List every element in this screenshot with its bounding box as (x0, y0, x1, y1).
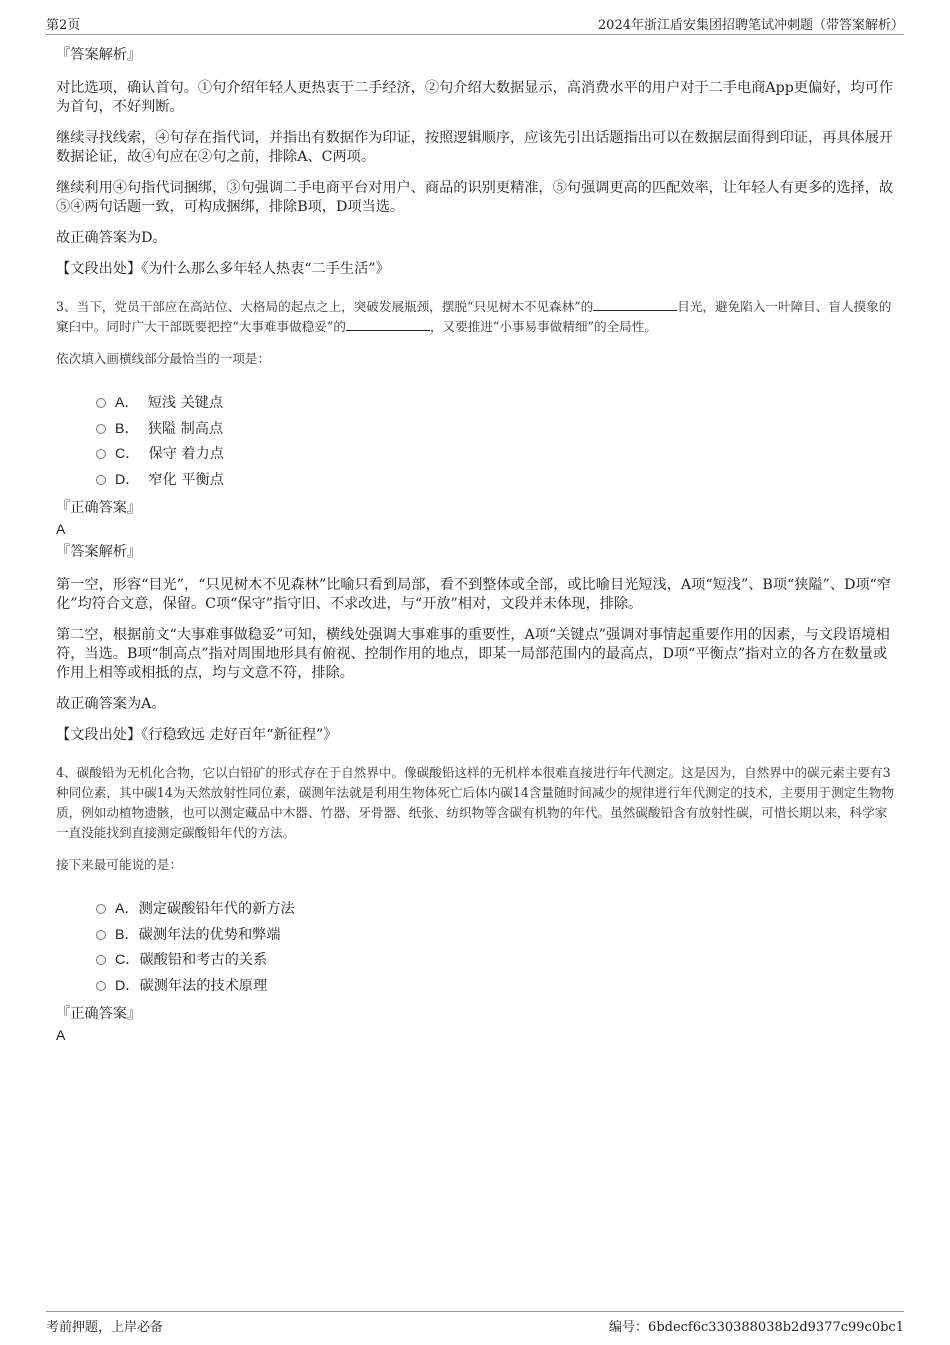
radio-icon[interactable] (96, 449, 106, 459)
q4-answer-tag: 『正确答案』 (56, 1006, 142, 1022)
q2-source: 【文段出处】《为什么那么多年轻人热衷“二手生活”》 (56, 261, 390, 277)
q4-stem: 4、碳酸铅为无机化合物，它以白铅矿的形式存在于自然界中。像碳酸铅这样的无机样本很难直接进行年代测定。这是因为，自然界中的碳元素主要有3种同位素，其中碳14为天然放射性同位素，碳测年法就是利用生物体死亡后体内碳14含量随时间减少的规律进行年代测定的技术，主要用于测定生物物质，例如动植物遗骸，也可以测定藏品中木器、竹器、牙骨器、纸张、纺织物等含碳有机物的年代。虽然碳酸铅含有放射性碳，可惜长期以来，科学家一直没能找到直接测定碳酸铅年代的方法。 (56, 765, 895, 840)
radio-icon[interactable] (96, 475, 106, 485)
q4-answer: A (56, 1027, 66, 1043)
document-body (56, 46, 896, 1049)
q4-option-c[interactable]: C．碳酸铅和考古的关系 (96, 948, 896, 974)
page-footer (46, 1311, 904, 1336)
q3-option-c[interactable]: C． 保守 着力点 (96, 442, 896, 468)
radio-icon[interactable] (96, 424, 106, 434)
document-title: 2024年浙江盾安集团招聘笔试冲刺题（带答案解析） (597, 18, 904, 33)
q3-stem-part-a: 3、当下，党员干部应在高站位、大格局的起点之上，突破发展瓶颈，摆脱“只见树木不见森林”的 (56, 299, 594, 314)
q4-prompt: 接下来最可能说的是： (56, 857, 182, 872)
q3-analysis-p2: 第二空，根据前文“大事难事做稳妥”可知，横线处强调大事难事的重要性，A项“关键点”强调对事情起重要作用的因素，与文段语境相符，当选。B项“制高点”指对周围地形具有俯视、控制作用的地点，即某一局部范围内的最高点，D项“平衡点”指对立的各方在数量或作用上相等或相抵的点，均与文意不符，排除。 (56, 627, 890, 681)
q3-analysis-p1: 第一空，形容“目光”，“只见树木不见森林”比喻只看到局部，看不到整体或全部，或比喻目光短浅，A项“短浅”、B项“狭隘”、D项“窄化”均符合文意，保留。C项“保守”指守旧、不求改进，与“开放”相对，文段并未体现，排除。 (56, 577, 892, 612)
footer-slogan: 考前押题，上岸必备 (46, 1320, 164, 1335)
q3-blank-2 (346, 318, 430, 331)
radio-icon[interactable] (96, 955, 106, 965)
radio-icon[interactable] (96, 981, 106, 991)
q3-conclusion: 故正确答案为A。 (56, 696, 166, 712)
q3-blank-1 (593, 298, 677, 311)
q3-stem-part-c: ，又要推进“小事易事做精细”的全局性。 (429, 319, 657, 334)
radio-icon[interactable] (96, 930, 106, 940)
page-header (46, 14, 904, 35)
q3-options (56, 391, 896, 493)
q2-conclusion: 故正确答案为D。 (56, 230, 167, 246)
q3-option-d[interactable]: D． 窄化 平衡点 (96, 468, 896, 494)
radio-icon[interactable] (96, 398, 106, 408)
q4-option-b[interactable]: B．碳测年法的优势和弊端 (96, 923, 896, 949)
q3-option-a[interactable]: A． 短浅 关键点 (96, 391, 896, 417)
q3-source: 【文段出处】《行稳致远 走好百年“新征程”》 (56, 727, 338, 743)
q2-analysis-p2: 继续寻找线索，④句存在指代词，并指出有数据作为印证，按照逻辑顺序，应该先引出话题指出可以在数据层面得到印证，再具体展开数据论证，故④句应在②句之前，排除A、C两项。 (56, 130, 894, 165)
q2-analysis-p1: 对比选项，确认首句。①句介绍年轻人更热衷于二手经济，②句介绍大数据显示，高消费水平的用户对于二手电商App更偏好，均可作为首句，不好判断。 (56, 80, 894, 115)
q3-stem-part-b: 目光，避免陷入一叶障目、盲人摸象的窠臼中。同时广大干部既要把控“大事难事做稳妥”的 (56, 299, 892, 334)
q2-analysis-p3: 继续利用④句指代词捆绑，③句强调二手电商平台对用户、商品的识别更精准，⑤句强调更高的匹配效率，让年轻人有更多的选择，故⑤④两句话题一致，可构成捆绑，排除B项，D项当选。 (56, 180, 894, 215)
q2-analysis-tag: 『答案解析』 (56, 47, 142, 63)
q4-options (56, 897, 896, 999)
page-number: 第2页 (46, 18, 81, 33)
q3-answer: A (56, 521, 66, 537)
q3-option-b[interactable]: B． 狭隘 制高点 (96, 417, 896, 443)
q3-stem (56, 297, 896, 337)
q3-analysis-tag: 『答案解析』 (56, 544, 142, 560)
q3-answer-tag: 『正确答案』 (56, 500, 142, 516)
q4-option-d[interactable]: D．碳测年法的技术原理 (96, 974, 896, 1000)
q3-prompt: 依次填入画横线部分最恰当的一项是： (56, 351, 271, 366)
radio-icon[interactable] (96, 904, 106, 914)
document-id: 编号：6bdecf6c330388038b2d9377c99c0bc1 (609, 1320, 904, 1335)
q4-option-a[interactable]: A．测定碳酸铅年代的新方法 (96, 897, 896, 923)
